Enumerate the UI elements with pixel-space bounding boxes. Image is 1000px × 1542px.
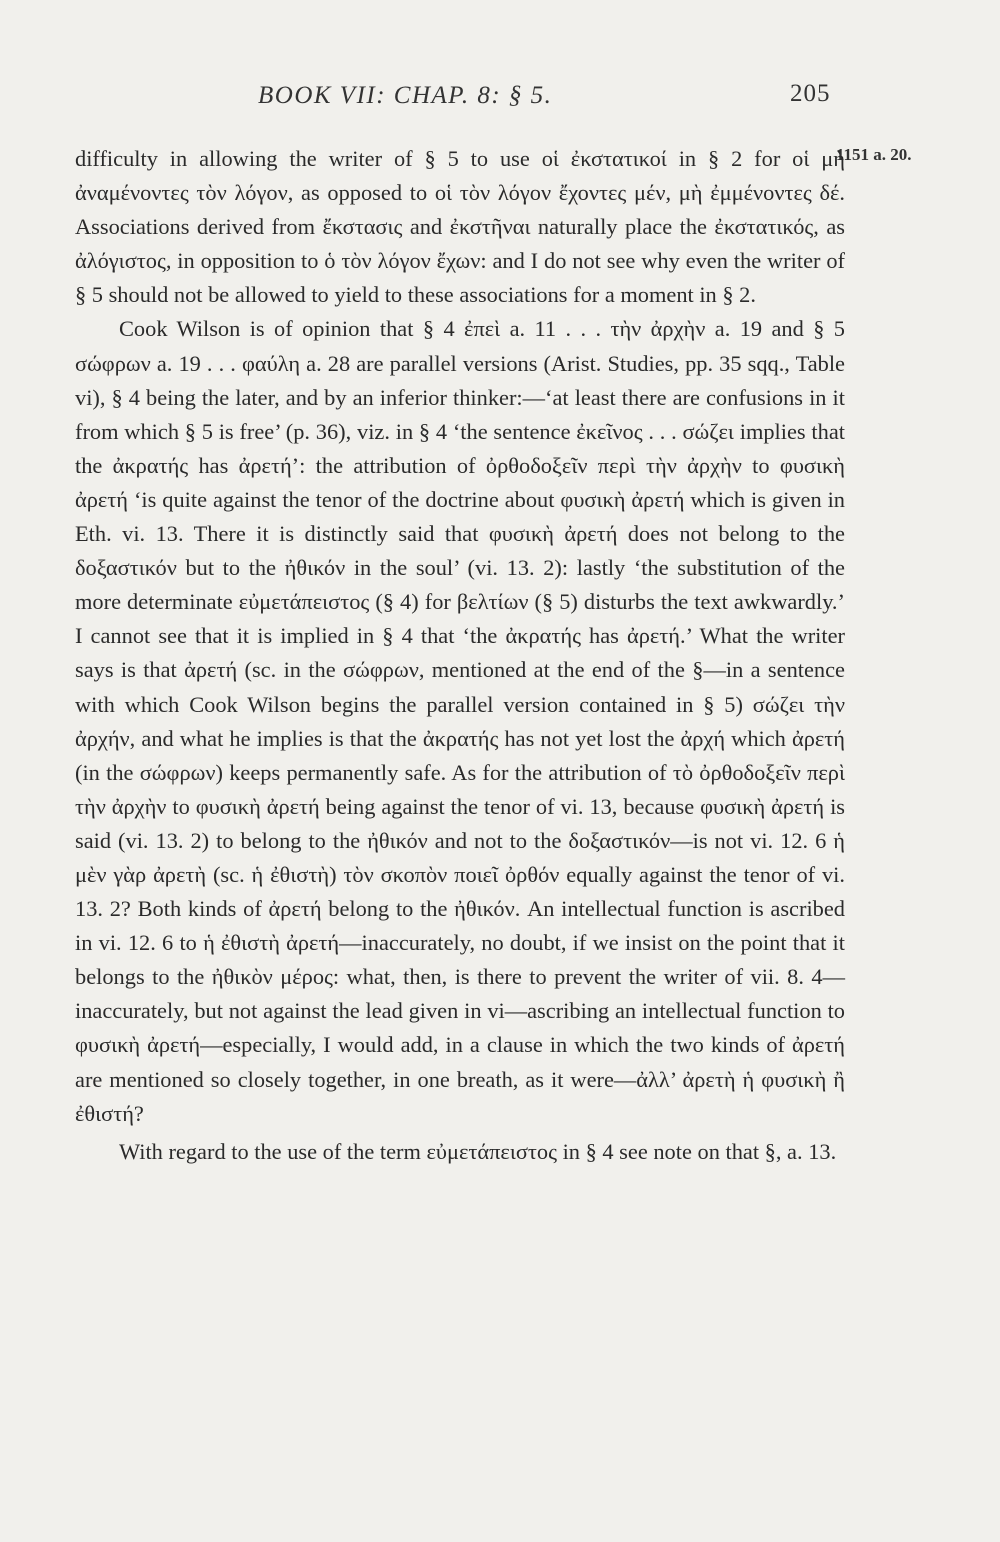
page-number: 205 [790,80,831,107]
running-head: BOOK VII: CHAP. 8: § 5. [258,82,553,109]
paragraph-2: Cook Wilson is of opinion that § 4 ἐπεὶ a. 11 . . . τὴν ἀρχὴν a. 19 and § 5 σώφρων a. 19 . . . φαύλη a. 28 are parallel versions (Arist. Studies, pp. 35 sqq., Table vi), § 4 being the later, and by an inferior thinker:—‘at least there are confusions in it from which § 5 is free’ (p. 36), viz. in § 4 ‘the sentence ἐκεῖνος . . . σώζει implies that the ἀκρατής has ἀρετή’: the attribution of ὀρθοδοξεῖν περὶ τὴν ἀρχὴν to φυσικὴ ἀρετή ‘is quite against the tenor of the doctrine about φυσικὴ ἀρετή which is given in Eth. vi. 13. There it is distinctly said that φυσικὴ ἀρετή does not belong to the δοξαστικόν but to the ἠθικόν in the soul’ (vi. 13. 2): lastly ‘the substitution of the more determinate εὐμετάπειστος (§ 4) for βελτίων (§ 5) disturbs the text awkwardly.’ I cannot see that it is implied in § 4 that ‘the ἀκρατής has ἀρετή.’ What the writer says is that ἀρετή (sc. in the σώφρων, mentioned at the end of the §—in a sentence with which Cook Wilson begins the parallel version contained in § 5) σώζει τὴν ἀρχήν, and what he implies is that the ἀκρατής has not yet lost the ἀρχή which ἀρετή (in the σώφρων) keeps permanently safe. As for the attribution of τὸ ὀρθοδοξεῖν περὶ τὴν ἀρχὴν to φυσικὴ ἀρετή being against the tenor of vi. 13, because φυσικὴ ἀρετή is said (vi. 13. 2) to belong to the ἠθικόν and not to the δοξαστικόν—is not vi. 12. 6 ἡ μὲν γὰρ ἀρετὴ (sc. ἡ ἐθιστὴ) τὸν σκοπὸν ποιεῖ ὀρθόν equally against the tenor of vi. 13. 2? Both kinds of ἀρετή belong to the ἠθικόν. An intellectual function is ascribed in vi. 12. 6 to ἡ ἐθιστὴ ἀρετή—inaccurately, no doubt, if we insist on the point that it belongs to the ἠθικὸν μέρος: what, then, is there to prevent the writer of vii. 8. 4—inaccurately, but not against the lead given in vi—ascribing an intellectual function to φυσικὴ ἀρετή—especially, I would add, in a clause in which the two kinds of ἀρετή are mentioned so closely together, in one breath, as it were—ἀλλ’ ἀρετὴ ἡ φυσικὴ ἢ ἐθιστή? [75,316,845,1126]
paragraph-3: With regard to the use of the term εὐμετάπειστος in § 4 see note on that §, a. 13. [119,1138,837,1164]
margin-reference: 1151 a. 20. [836,145,912,164]
paragraph-1: difficulty in allowing the writer of § 5 to use οἱ ἐκστατικοί in § 2 for οἱ μὴ ἀναμένοντες τὸν λόγον, as opposed to οἱ τὸν λόγον ἔχοντες μέν, μὴ ἐμμένοντες δέ. Associations derived from ἔκστασις and ἐκστῆναι naturally place the ἐκστατικός, as ἀλόγιστος, in opposition to ὁ τὸν λόγον ἔχων: and I do not see why even the writer of § 5 should not be allowed to yield to these associations for a moment in § 2. [75,146,845,308]
body-text [75,142,845,1169]
